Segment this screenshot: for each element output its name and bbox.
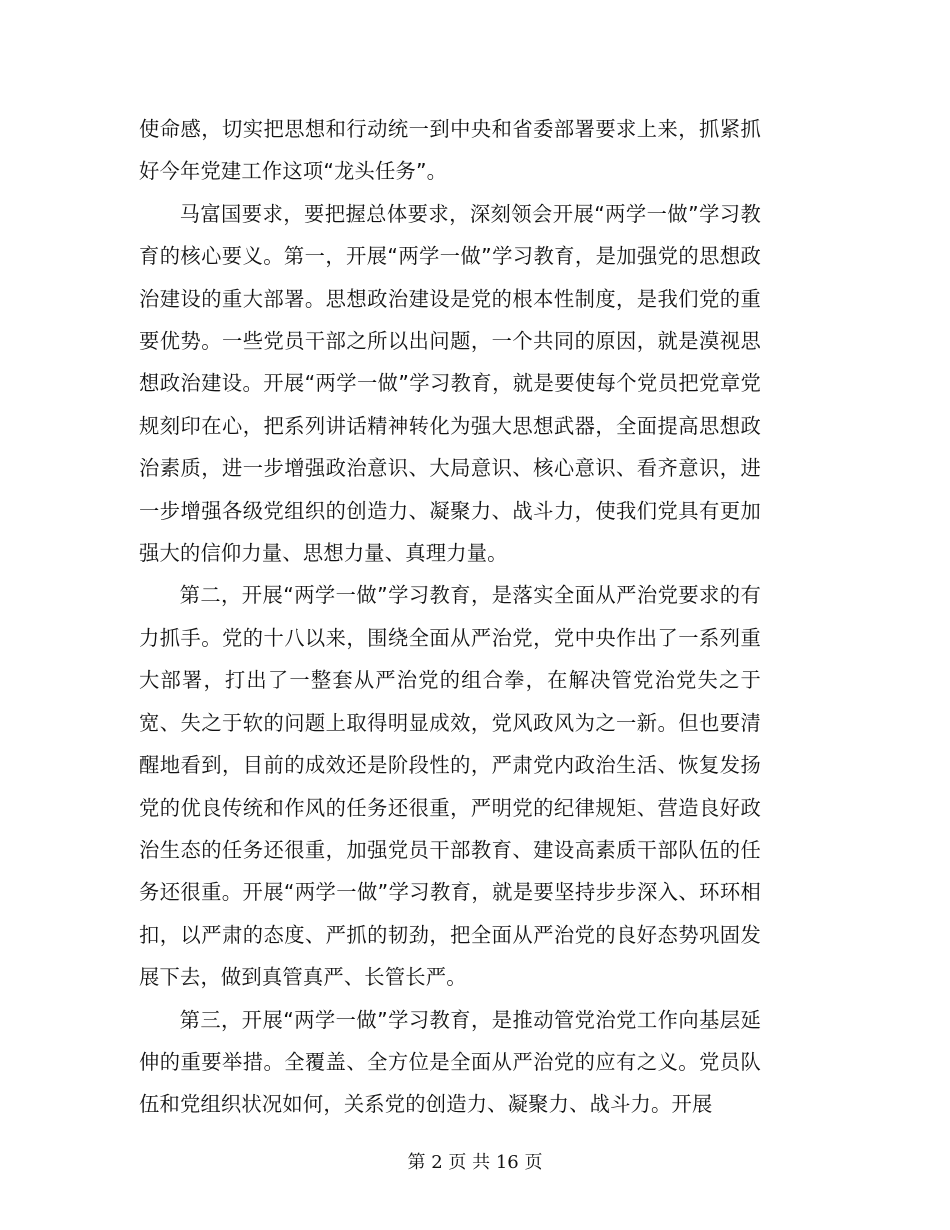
paragraph-1: 使命感，切实把思想和行动统一到中央和省委部署要求上来，抓紧抓好今年党建工作这项“龙头任务”。 xyxy=(139,117,761,184)
document-body xyxy=(139,108,761,1126)
page-footer: 第 2 页 共 16 页 xyxy=(407,1152,543,1173)
paragraph-4: 第三，开展“两学一做”学习教育，是推动管党治党工作向基层延伸的重要举措。全覆盖、全方位是全面从严治党的应有之义。党员队伍和党组织状况如何，关系党的创造力、凝聚力、战斗力。开展 xyxy=(139,1007,761,1117)
paragraph-3: 第二，开展“两学一做”学习教育，是落实全面从严治党要求的有力抓手。党的十八以来，围绕全面从严治党，党中央作出了一系列重大部署，打出了一整套从严治党的组合拳，在解决管党治党失之于宽、失之于软的问题上取得明显成效，党风政风为之一新。但也要清醒地看到，目前的成效还是阶段性的，严肃党内政治生活、恢复发扬党的优良传统和作风的任务还很重，严明党的纪律规矩、营造良好政治生态的任务还很重，加强党员干部教育、建设高素质干部队伍的任务还很重。开展“两学一做”学习教育，就是要坚持步步深入、环环相扣，以严肃的态度、严抓的韧劲，把全面从严治党的良好态势巩固发展下去，做到真管真严、长管长严。 xyxy=(139,583,761,990)
paragraph-2: 马富国要求，要把握总体要求，深刻领会开展“两学一做”学习教育的核心要义。第一，开展“两学一做”学习教育，是加强党的思想政治建设的重大部署。思想政治建设是党的根本性制度，是我们党的重要优势。一些党员干部之所以出问题，一个共同的原因，就是漠视思想政治建设。开展“两学一做”学习教育，就是要使每个党员把党章党规刻印在心，把系列讲话精神转化为强大思想武器，全面提高思想政治素质，进一步增强政治意识、大局意识、核心意识、看齐意识，进一步增强各级党组织的创造力、凝聚力、战斗力，使我们党具有更加强大的信仰力量、思想力量、真理力量。 xyxy=(139,201,761,566)
